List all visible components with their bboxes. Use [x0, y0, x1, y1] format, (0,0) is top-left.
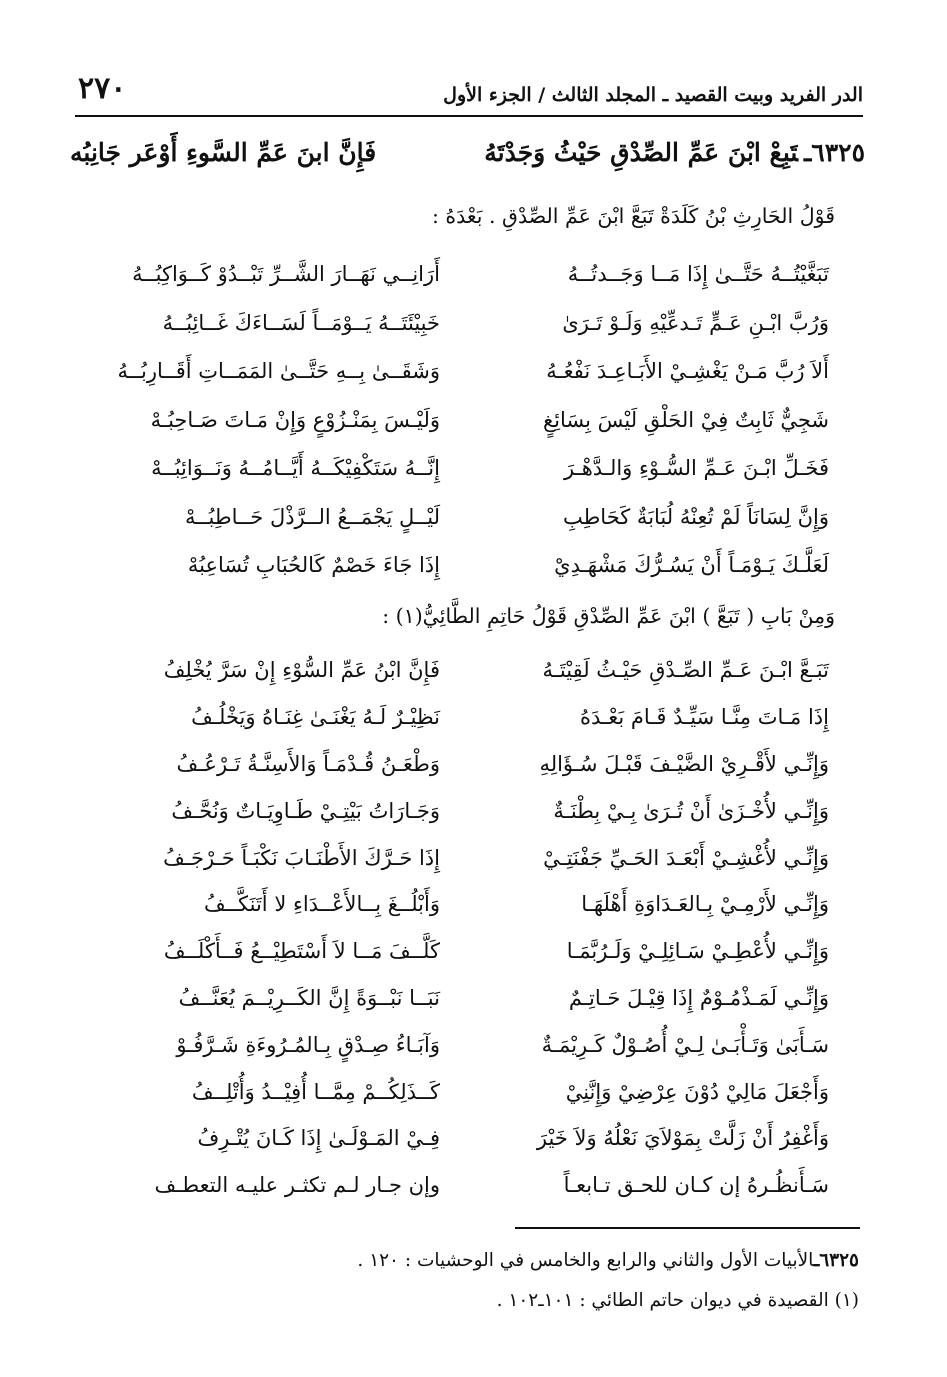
footnote-number: ٦٣٢٥ـ — [813, 1250, 859, 1271]
poem-line — [95, 881, 829, 928]
footnote-6325 — [357, 1250, 859, 1271]
hemistich-first: وَإِنِّـي لأَرْمِـيْ بِـالعَـدَاوَةِ أَهْلَهَـا — [581, 892, 829, 917]
hemistich-second: وَأَبْلُــغَ بِــالأَعْــدَاءِ لا أَتَنَكَّــفُ — [203, 892, 440, 917]
hemistich-second: وَطْعَـنُ قُـدْمَـاً وَالأَسِنَّـةُ تَـرْعُـفُ — [176, 751, 440, 776]
hemistich-second: وَآبَـاءُ صِـدْقٍ بِـالمُـرُوءَةِ شَـرَّفُـوْ — [176, 1032, 440, 1057]
intro-paragraph-2: وَمِنْ بَابِ ( تَبَعَّ ) ابْنَ عَمِّ الصِّدْقِ قَوْلُ حَاتِمِ الطَّائِيُّ(١) : — [382, 604, 835, 628]
hemistich-second: وَجَـارَاتُ بَيْتِـيْ طَـاوِيَـاتٌ وَنُحَّـفُ — [171, 798, 440, 823]
footnote-text: الأبيات الأول والثاني والرابع والخامس في الوحشيات : ١٢٠ . — [357, 1250, 814, 1271]
poem-line — [95, 694, 829, 741]
hemistich-second: وَلَيْـسَ بِمَنْـزُوْعٍ وَإِنْ مَـاتَ صَـاحِبُـهْ — [150, 407, 440, 432]
poem-line — [95, 975, 829, 1022]
hemistich-first: وَإِنِّـي لأَقْـرِيْ الضَّيْـفَ قَبْـلَ سُـؤَالِهِ — [539, 751, 829, 776]
hemistich-first: وَإِنَّ لِسَانَاً لَمْ تُعِنْهُ لُبَابَةٌ كَحَاطِبِ — [562, 504, 829, 529]
poem-line — [95, 787, 829, 834]
poem-line — [95, 1162, 829, 1209]
hemistich-first: شَجِيٌّ ثَابِتٌ فِيْ الحَلْقِ لَيْسَ بِسَائِغٍ — [542, 407, 829, 432]
hemistich-second: نَبَــا نَبْــوَةً إِنَّ الكَــرِيْــمَ يُعَنَّــفُ — [178, 985, 440, 1010]
hemistich-second: خَبِيْئَتَــهُ يَــوْمَــاً لَسَــاءَكَ غَــائِبُــهُ — [162, 310, 440, 335]
hemistich-second: نَظِيْـرٌ لَـهُ يَغْنَـىٰ غِنَـاهُ وَيَخْلُـفُ — [191, 705, 440, 730]
hemistich-first: وَأَغْفِرُ أَنْ زَلَّتْ بِمَوْلاَيَ نَعْلُهُ وَلاَ خَيْرَ — [536, 1126, 829, 1151]
footnote-1: (١) القصيدة في ديوان حاتم الطائي : ١٠١ـ١٠٢ . — [496, 1290, 859, 1311]
main-verse-first-half — [484, 138, 865, 167]
verse-number: ٦٣٢٥ـ — [803, 138, 865, 167]
hemistich-first: إِذَا مَـاتَ مِنَّـا سَيِّـدٌ قَـامَ بَعْـدَهُ — [580, 705, 829, 730]
poem-line — [95, 299, 829, 348]
poem-line — [95, 396, 829, 445]
poem-line — [95, 741, 829, 788]
poem-2 — [95, 647, 829, 1209]
hemistich-second: أَرَانِــي نَهَــارَ الشَّــرِّ تَبْــدُوْ كَــوَاكِبُــهُ — [132, 262, 440, 287]
page-number: ٢٧٠ — [78, 71, 127, 106]
hemistich-first: تَبَـعَّ ابْـنَ عَـمِّ الصِّـدْقِ حَيْـثُ لَقِيْتَـهُ — [542, 658, 829, 683]
poem-line — [95, 1021, 829, 1068]
footnote-rule — [515, 1227, 860, 1229]
poem-line — [95, 493, 829, 542]
main-verse — [70, 138, 865, 167]
poem-line — [95, 1115, 829, 1162]
hemistich-first: أَلاَ رُبَّ مَـنْ يَغْشِـيْ الأَبَـاعِـدَ نَفْعُـهُ — [546, 359, 829, 384]
hemistich-second: لَيْــلٍ يَجْمَــعُ الــرَّذْلَ حَــاطِبُــهْ — [184, 504, 440, 529]
page-header — [78, 62, 863, 106]
hemistich-first: فَخَـلِّ ابْـنَ عَـمِّ السُّـوْءِ وَالـدَّهْـرَ — [563, 456, 829, 481]
hemistich-first: وَرُبَّ ابْـنِ عَـمٍّ تَـدعِّيْهِ وَلَـوْ تَـرَىٰ — [562, 310, 829, 335]
hemistich-first: سَـأَبَىٰ وَتَـأْبَـىٰ لِـيْ أُصُـوْلٌ كَـرِيْمَـةٌ — [541, 1032, 829, 1057]
poem-line — [95, 928, 829, 975]
poem-line — [95, 647, 829, 694]
header-rule — [75, 115, 863, 117]
hemistich-first: وَإِنِّـي لأُخْـزَىٰ أَنْ تُـرَىٰ بِـيْ بِطْنَـةٌ — [553, 798, 829, 823]
poem-1 — [95, 250, 829, 590]
poem-line — [95, 250, 829, 299]
poem-line — [95, 1068, 829, 1115]
hemistich-second: إِذَا حَـرَّكَ الأَطْنَـابَ نَكْبَـاً حَـرْجَـفُ — [163, 845, 440, 870]
hemistich-second: وإن جـار لـم تكثـر عليـه التعطـف — [154, 1173, 440, 1198]
hemistich-second: إِذَا جَاءَ خَصْمٌ كَالحُبَابِ تُسَاعِبُهْ — [187, 553, 440, 578]
running-title: الدر الفريد وبيت القصيد ـ المجلد الثالث / الجزء الأول — [443, 84, 863, 106]
hemistich-first: وَإِنِّـي لأُغْشِـيْ أَبْعَـدَ الحَـيِّ جَفْنَتِـيْ — [543, 845, 829, 870]
hemistich-second: كَلَّــفَ مَــا لاَ أَسْتَطِيْــعُ فَــأَكْلَــفُ — [163, 939, 440, 964]
poem-line — [95, 834, 829, 881]
poem-line — [95, 541, 829, 590]
main-verse-hemistich-1: تَبِعْ ابْنَ عَمِّ الصِّدْقِ حَيْثُ وَجَدْتَهُ — [484, 138, 798, 167]
hemistich-second: وَشَقَــىٰ بِــهِ حَتَّــىٰ المَمَــاتِ أَقَــارِبُــهُ — [117, 359, 440, 384]
poem-line — [95, 444, 829, 493]
hemistich-second: إِنَّــهُ سَتَكْفِيْكَــهُ أَيَّــامُــهُ وَنَــوَائِبُــهْ — [151, 456, 440, 481]
hemistich-first: وَأَجْعَلَ مَالِيْ دُوْنَ عِرْضِيْ وَإِنَّنِيْ — [565, 1079, 829, 1104]
hemistich-second: كَــذَلِكُــمْ مِمَّــا أُفِيْــدُ وَأُتْلِــفُ — [191, 1079, 440, 1104]
main-verse-hemistich-2: فَإِنَّ ابنَ عَمِّ السَّوءِ أَوْعَر جَانِبُه — [70, 138, 377, 167]
intro-paragraph-1: قَوْلُ الحَارِثِ بْنُ كَلَدَةْ تَبَعَّ ابْنَ عَمِّ الصِّدْقِ . بَعْدَهُ : — [431, 204, 835, 228]
hemistich-first: وَإِنِّـي لأُعْطِـيْ سَـائِلِـيْ وَلَـرُبَّمَـا — [566, 939, 829, 964]
hemistich-second: فِـيْ المَـوْلَـىٰ إِذَا كَـانَ يُتْـرِفُ — [197, 1126, 440, 1151]
hemistich-first: سَـأَنظُـرهُ إن كـان للحـق تـابعـاً — [563, 1173, 829, 1198]
hemistich-first: تَبَغَّيْتُــهُ حَتَّــىٰ إِذَا مَــا وَجَــدتُــهُ — [567, 262, 829, 287]
hemistich-first: لَعَلَّـكَ يَـوْمَـاً أَنْ يَسُـرُّكَ مَشْهَـدِيْ — [554, 553, 829, 578]
hemistich-first: وَإِنِّـي لَمَـذْمُـوْمٌ إِذَا قِيْـلَ حَـاتِـمٌ — [568, 985, 829, 1010]
poem-line — [95, 347, 829, 396]
hemistich-second: فَإِنَّ ابْنُ عَمِّ السُّوْءِ إِنْ سَرَّ يُخْلِفُ — [163, 658, 440, 683]
